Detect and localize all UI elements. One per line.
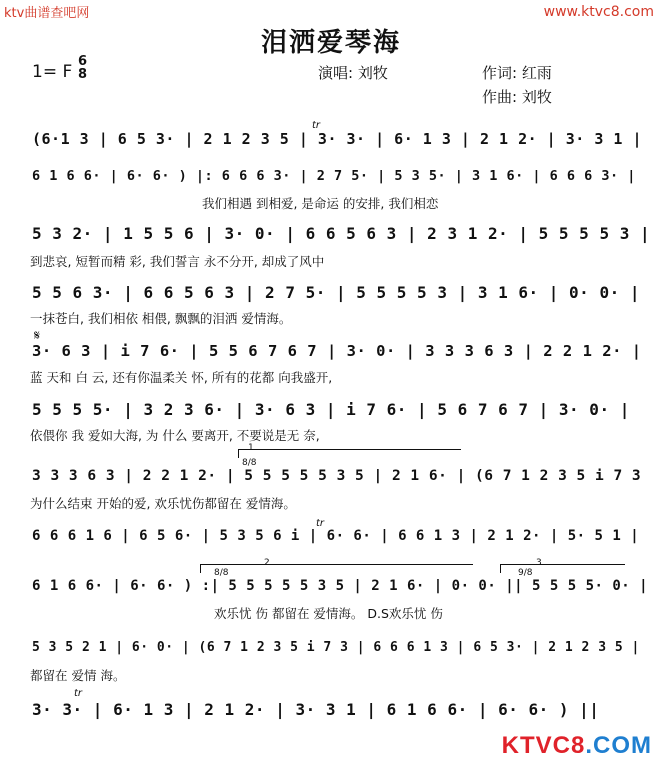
- volta-time-signature: 9/8: [518, 568, 533, 578]
- notation-row-1: (6·1 3 | 6 5 3· | 2 1 2 3 5 | 3· 3· | 6· 1 3 | 2 1 2· | 3· 3 1 |: [32, 130, 642, 148]
- lyrics-row-10: 都留在 爱情 海。: [30, 668, 126, 683]
- time-signature-bottom: 8: [78, 67, 88, 82]
- lyrics-row-6: 依偎你 我 爱如大海, 为 什么 要离开, 不要说是无 奈,: [30, 428, 320, 443]
- time-signature: [78, 55, 87, 81]
- segno-sign: 𝄋: [34, 328, 41, 344]
- notation-row-10: 5 3 5 2 1 | 6· 0· | (6 7 1 2 3 5 i 7 3 | 6 6 6 1 3 | 6 5 3· | 2 1 2 3 5 |: [32, 640, 640, 655]
- notation-row-2: 6 1 6 6· | 6· 6· ) |: 6 6 6 3· | 2 7 5· | 5 3 5· | 3 1 6· | 6 6 6 3· |: [32, 168, 636, 184]
- key-signature: 1= F: [32, 62, 73, 82]
- notation-row-11: 3· 3· | 6· 1 3 | 2 1 2· | 3· 3 1 | 6 1 6 6· | 6· 6· ) ||: [32, 700, 600, 719]
- lyrics-row-4: 一抹苍白, 我们相依 相偎, 飘飘的泪洒 爱情海。: [30, 311, 292, 326]
- lyrics-row-7: 为什么结束 开始的爱, 欢乐忧伤都留在 爱情海。: [30, 496, 296, 511]
- volta-label-third: 3: [536, 558, 542, 568]
- volta-time-signature: 8/8: [214, 568, 229, 578]
- singer-credit: 演唱: 刘牧: [318, 64, 388, 82]
- volta-time-signature: 8/8: [242, 458, 257, 468]
- watermark-top-left: ktv曲谱查吧网: [4, 6, 90, 21]
- song-title: 泪洒爱琴海: [260, 28, 401, 58]
- notation-row-9: 6 1 6 6· | 6· 6· ) :| 5 5 5 5 5 3 5 | 2 1 6· | 0· 0· || 5 5 5 5· 0· |: [32, 578, 649, 594]
- lyrics-row-3: 到悲哀, 短暂而精 彩, 我们誓言 永不分开, 却成了风中: [30, 254, 325, 269]
- footer-logo: [502, 732, 652, 760]
- notation-row-3: 5 3 2· | 1 5 5 6 | 3· 0· | 6 6 5 6 3 | 2 3 1 2· | 5 5 5 5 3 |: [32, 224, 651, 243]
- trill-mark: tr: [312, 120, 321, 131]
- lyrics-row-5: 蓝 天和 白 云, 还有你温柔关 怀, 所有的花都 向我盛开,: [30, 370, 333, 385]
- volta-label-second: 2: [264, 558, 270, 568]
- lyrics-row-9: 欢乐忧 伤 都留在 爱情海。 D.S欢乐忧 伤: [214, 606, 443, 621]
- composer-credit: 作曲: 刘牧: [482, 88, 552, 106]
- trill-mark: tr: [316, 518, 325, 529]
- time-signature-top: 6: [78, 54, 88, 69]
- notation-row-6: 5 5 5 5· | 3 2 3 6· | 3· 6 3 | i 7 6· | 5 6 7 6 7 | 3· 0· |: [32, 400, 630, 419]
- volta-bracket-first: [238, 449, 461, 458]
- notation-row-8: 6 6 6 1 6 | 6 5 6· | 5 3 5 6 i | 6· 6· | 6 6 1 3 | 2 1 2· | 5· 5 1 |: [32, 528, 640, 544]
- notation-row-7: 3 3 3 6 3 | 2 2 1 2· | 5 5 5 5 5 3 5 | 2 1 6· | (6 7 1 2 3 5 i 7 3: [32, 468, 642, 484]
- lyrics-row-2: 我们相遇 到相爱, 是命运 的安排, 我们相恋: [202, 196, 439, 211]
- volta-label-first: 1: [248, 443, 254, 453]
- trill-mark: tr: [74, 688, 83, 699]
- watermark-top-right[interactable]: www.ktvc8.com: [543, 4, 654, 20]
- notation-row-5: 3· 6 3 | i 7 6· | 5 5 6 7 6 7 | 3· 0· | 3 3 3 6 3 | 2 2 1 2· |: [32, 342, 642, 360]
- footer-logo-suffix: .COM: [585, 732, 652, 759]
- footer-logo-main: KTVC8: [501, 732, 586, 759]
- volta-bracket-second: [200, 564, 473, 573]
- notation-row-4: 5 5 6 3· | 6 6 5 6 3 | 2 7 5· | 5 5 5 5 3 | 3 1 6· | 0· 0· |: [32, 283, 640, 302]
- lyricist-credit: 作词: 红雨: [482, 64, 552, 82]
